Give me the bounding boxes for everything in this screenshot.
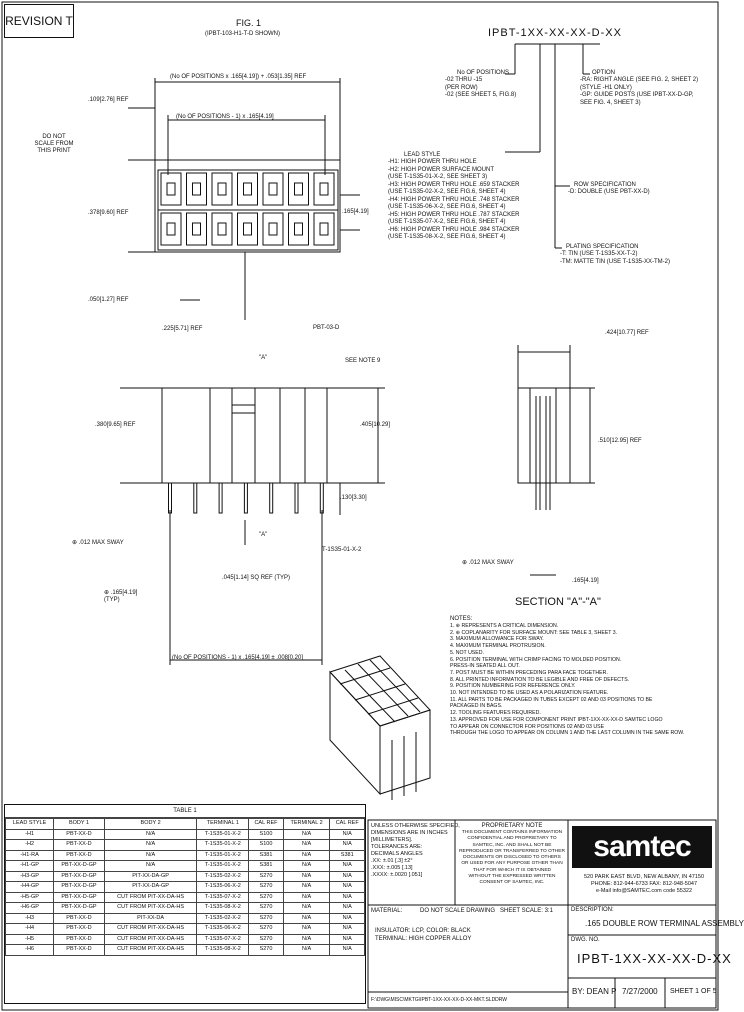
table-cell: S381 [249, 861, 284, 872]
dim-050: .050[1.27] REF [88, 297, 129, 303]
see-note9: SEE NOTE 9 [345, 358, 381, 364]
table-cell: -H3 [6, 913, 54, 924]
positions-line: -02 (SEE SHEET 5, FIG.8) [445, 92, 517, 98]
table-cell: N/A [104, 861, 197, 872]
tolerance-line: DECIMALS ANGLES [371, 851, 423, 857]
table-cell: N/A [283, 913, 330, 924]
callout-head: No OF POSITIONS [457, 70, 510, 76]
tolerance-line: TOLERANCES ARE: [371, 844, 423, 850]
lead-style-line: (USE T-1S35-02-X-2, SEE FIG.6, SHEET 4) [388, 189, 506, 195]
table-cell: T-1S35-07-X-2 [197, 934, 249, 945]
lead-style-line: -H6: HIGH POWER THRU HOLE .984 STACKER [388, 226, 520, 233]
table-cell: PIT-XX-DA [104, 913, 197, 924]
table-cell: N/A [283, 882, 330, 893]
plating-line: -TM: MATTE TIN (USE T-1S35-XX-TM-2) [560, 258, 671, 265]
terminal-slot [269, 183, 277, 195]
proprietary-line: CONSENT OF SAMTEC, INC. [479, 880, 545, 886]
table-cell: -H1-GP [6, 861, 54, 872]
table-cell: N/A [104, 840, 197, 851]
drawing-date: 7/27/2000 [622, 987, 658, 996]
material-head: MATERIAL: [371, 908, 403, 914]
lead-style-line: -H1: HIGH POWER THRU HOLE [388, 159, 477, 165]
table-cell: PBT-XX-D [54, 840, 105, 851]
note-line: THROUGH THE LOGO TO APPEAR ON COLUMN 1 AND THE LAST COLUMN IN THE SAME ROW. [450, 730, 685, 737]
table-cell: N/A [330, 945, 365, 956]
description: .165 DOUBLE ROW TERMINAL ASSEMBLY [585, 919, 744, 928]
table-cell: S270 [249, 871, 284, 882]
table-cell: PBT-XX-D-GP [54, 882, 105, 893]
option-line: SEE FIG. 4, SHEET 3) [580, 99, 641, 106]
terminal-pin [219, 483, 222, 513]
table-cell: PIT-XX-DA-GP [104, 871, 197, 882]
proprietary-line: CONFIDENTIAL AND PROPRIETARY TO [467, 836, 557, 842]
callout-head: LEAD STYLE [404, 152, 441, 158]
note-line: 9. POSITION NUMBERING FOR REFERENCE ONLY. [450, 683, 576, 690]
note-line: 13. APPROVED FOR USE FOR COMPONENT PRINT IPBT-1XX-XX-XX-D SAMTEC LOGO [450, 716, 663, 723]
section-marker-top: "A" [259, 355, 268, 361]
dim-positions-top: (No OF POSITIONS x .165[4.19]) + .053[1.35] REF [170, 74, 307, 80]
row-callout [568, 182, 650, 197]
table-cell: PBT-XX-D [54, 945, 105, 956]
terminal-slot [244, 183, 252, 195]
tolerance-line: .XXXX: ±.0020 [.051] [371, 872, 423, 878]
table-cell: T-1S35-06-X-2 [197, 882, 249, 893]
section-aa-view [518, 345, 595, 575]
note-line: 4. MAXIMUM TERMINAL PROTRUSION. [450, 643, 546, 650]
table-cell: S270 [249, 945, 284, 956]
do-not-scale-drawing: DO NOT SCALE DRAWING [420, 908, 496, 914]
dim-165-typ: ⊕ .165[4.19] (TYP) [104, 590, 138, 603]
terminal-cell [314, 213, 334, 245]
samtec-logo: samtec [572, 826, 712, 868]
table-cell: N/A [283, 861, 330, 872]
terminal-slot [320, 183, 328, 195]
terminal-pin [244, 483, 247, 513]
drawn-by: BY: DEAN P [572, 987, 617, 996]
dwg-label: DWG. NO. [571, 937, 600, 943]
table-row [6, 829, 365, 840]
fig1-front-view [120, 388, 385, 665]
terminal-slot [167, 183, 175, 195]
max-sway-left: ⊕ .012 MAX SWAY [72, 540, 124, 546]
address-line: e-Mail info@SAMTEC.com code 55322 [595, 888, 693, 894]
lead-style-line: (USE T-1S35-01-X-2, SEE SHEET 3) [388, 174, 488, 180]
table-cell: -H4-GP [6, 882, 54, 893]
table-cell: N/A [104, 850, 197, 861]
table-cell: N/A [104, 829, 197, 840]
note-line: 3. MAXIMUM ALLOWANCE FOR SWAY. [450, 636, 544, 643]
table-cell: T-1S35-01-X-2 [197, 829, 249, 840]
table-1-header: TERMINAL 2 [283, 819, 330, 830]
table-row [6, 861, 365, 872]
table-row [6, 871, 365, 882]
table-cell: S270 [249, 934, 284, 945]
sheet-scale: SHEET SCALE: 3:1 [500, 908, 553, 914]
terminal-cell [289, 213, 309, 245]
terminal-cell [263, 173, 283, 205]
dim-380: .380[9.65] REF [95, 422, 136, 428]
table-row [6, 892, 365, 903]
terminal-slot [244, 223, 252, 235]
table-cell: S270 [249, 882, 284, 893]
table-1-grid [5, 818, 365, 956]
terminal-cell [314, 173, 334, 205]
lead-style-line: -H5: HIGH POWER THRU HOLE .787 STACKER [388, 211, 520, 218]
option-line: -GP: GUIDE POSTS (USE IPBT-XX-D-GP, [580, 92, 694, 98]
dim-225: .225[5.71] REF [162, 326, 203, 332]
table-cell: S270 [249, 924, 284, 935]
table-1-header: CAL REF [249, 819, 284, 830]
note-line: 8. ALL PRINTED INFORMATION TO BE LEGIBLE AND FREE OF DEFECTS. [450, 676, 630, 683]
option-callout [580, 70, 698, 107]
do-not-scale-note [26, 134, 82, 155]
table-row [6, 924, 365, 935]
table-cell: N/A [330, 924, 365, 935]
table-cell: T-1S35-01-X-2 [197, 861, 249, 872]
dim-130: .130[3.30] [340, 495, 367, 501]
revision-label: REVISION T [4, 4, 74, 38]
address-line: PHONE: 812-944-6733 FAX: 812-948-5047 [590, 881, 698, 887]
note-line: 10. NOT INTENDED TO BE USED AS A POLARIZATION FEATURE. [450, 690, 609, 697]
table-cell: PBT-XX-D-GP [54, 892, 105, 903]
proprietary-line: THAT FOR WHICH IT IS OBTAINED [473, 867, 551, 873]
note-line: 6. POSITION TERMINAL WITH CRIMP FACING TO MOLDED POSITION. [450, 656, 622, 663]
address-block [574, 874, 714, 895]
table-cell: N/A [330, 840, 365, 851]
table-cell: S270 [249, 903, 284, 914]
terminal-cell [161, 173, 181, 205]
table-cell: CUT FROM PIT-XX-DA-HS [104, 945, 197, 956]
terminal-pin [169, 483, 172, 513]
table-row [6, 945, 365, 956]
note-line: 1. ⊕ REPRESENTS A CRITICAL DIMENSION. [450, 623, 559, 629]
dim-378: .378[9.60] REF [88, 210, 129, 216]
terminal-pin [194, 483, 197, 513]
lead-style-line: -H3: HIGH POWER THRU HOLE .659 STACKER [388, 181, 520, 188]
part-number: IPBT-1XX-XX-XX-D-XX [488, 27, 622, 39]
table-cell: N/A [330, 903, 365, 914]
table-cell: N/A [330, 892, 365, 903]
note-line: 11. ALL PARTS TO BE PACKAGED IN TUBES EXCEPT 02 AND 03 POSITIONS TO BE [450, 696, 653, 703]
lead-style-line: (USE T-1S35-07-X-2, SEE FIG.6, SHEET 4) [388, 219, 506, 225]
positions-line: (PER ROW) [445, 84, 478, 91]
table-cell: N/A [330, 829, 365, 840]
note-line: TO APPEAR ON CONNECTOR FOR POSITIONS 02 AND 03 USE [450, 723, 605, 730]
proprietary-head: PROPRIETARY NOTE [481, 823, 543, 829]
option-line: (STYLE -H1 ONLY) [580, 84, 632, 91]
notes-head: NOTES: [450, 616, 473, 622]
table-row [6, 840, 365, 851]
table-1 [4, 804, 366, 1004]
sheet-number: SHEET 1 OF 5 [670, 988, 717, 995]
table-cell: N/A [283, 924, 330, 935]
dim-510: .510[12.95] REF [598, 438, 642, 444]
proprietary-line: SAMTEC, INC. AND SHALL NOT BE [472, 842, 552, 848]
dim-045: .045[1.14] SQ REF (TYP) [222, 575, 291, 581]
terminal-slot [193, 223, 201, 235]
note-line: PRESS-IN SEATED ALL OUT. [450, 663, 520, 670]
terminal-cell [289, 173, 309, 205]
material-line: INSULATOR: LCP, COLOR: BLACK [375, 928, 471, 934]
table-row [6, 882, 365, 893]
table-cell: S270 [249, 913, 284, 924]
note-line: 7. POST MUST BE WITHIN PRECEDING PARA FACE TOGETHER. [450, 669, 608, 676]
option-line: -RA: RIGHT ANGLE (SEE FIG. 2, SHEET 2) [580, 77, 699, 83]
table-cell: N/A [330, 871, 365, 882]
terminal-slot [218, 223, 226, 235]
terminal-slot [295, 223, 303, 235]
terminal-cell [263, 213, 283, 245]
table-cell: -H1 [6, 829, 54, 840]
table-1-header: BODY 2 [104, 819, 197, 830]
terminal-slot [295, 183, 303, 195]
table-cell: N/A [283, 903, 330, 914]
table-cell: -H4 [6, 924, 54, 935]
do-not-scale-line: DO NOT [42, 134, 66, 140]
table-cell: T-1S35-08-X-2 [197, 945, 249, 956]
positions-callout [445, 70, 516, 100]
table-cell: T-1S35-01-X-2 [197, 850, 249, 861]
proprietary-block [458, 823, 566, 887]
positions-line: -02 THRU -15 [445, 77, 483, 83]
proprietary-line: WITHOUT THE EXPRESSED WRITTEN [468, 874, 556, 880]
table-cell: S381 [249, 850, 284, 861]
table-cell: N/A [283, 829, 330, 840]
table-cell: -H3-GP [6, 871, 54, 882]
tolerance-line: .XX: ±.01 [.3] ±2° [371, 858, 413, 864]
tolerance-line: DIMENSIONS ARE IN INCHES [371, 830, 448, 836]
table-cell: S381 [330, 850, 365, 861]
proprietary-line: OR USED FOR ANY PURPOSE OTHER THAN [461, 861, 563, 867]
tolerance-block [371, 823, 460, 879]
table-cell: T-1S35-02-X-2 [197, 871, 249, 882]
table-1-header: TERMINAL 1 [197, 819, 249, 830]
material-line: TERMINAL: HIGH COPPER ALLOY [375, 935, 472, 942]
lead-style-line: (USE T-1S35-08-X-2, SEE FIG.6, SHEET 4) [388, 234, 506, 240]
callout-head: PLATING SPECIFICATION [566, 244, 639, 250]
fig1-title: FIG. 1 [236, 18, 262, 28]
table-cell: T-1S35-06-X-2 [197, 924, 249, 935]
dim-165: .165[4.19] [342, 209, 369, 215]
table-cell: PBT-XX-D [54, 850, 105, 861]
table-row [6, 850, 365, 861]
table-cell: -H1-RA [6, 850, 54, 861]
table-cell: PBT-XX-D [54, 934, 105, 945]
terminal-slot [193, 183, 201, 195]
table-cell: -H5 [6, 934, 54, 945]
terminal-pin [270, 483, 273, 513]
plating-callout [560, 244, 670, 266]
table-cell: T-1S35-08-X-2 [197, 903, 249, 914]
terminal-slot [320, 223, 328, 235]
terminal-cell [161, 213, 181, 245]
callout-head: OPTION [592, 70, 616, 76]
table-cell: N/A [283, 892, 330, 903]
table-cell: CUT FROM PIT-XX-DA-HS [104, 924, 197, 935]
note-line: 12. TOOLING FEATURES REQUIRED. [450, 710, 541, 717]
tolerance-line: UNLESS OTHERWISE SPECIFIED, [371, 823, 460, 829]
table-cell: CUT FROM PIT-XX-DA-HS [104, 892, 197, 903]
lead-style-line: (USE T-1S35-06-X-2, SEE FIG.6, SHEET 4) [388, 204, 506, 210]
section-marker-bottom: "A" [259, 532, 268, 538]
table-cell: N/A [283, 945, 330, 956]
dim-405: .405[10.29] [360, 422, 391, 428]
note-line: 2. ⊕ COPLANARITY FOR SURFACE MOUNT: SEE TABLE 3, SHEET 3. [450, 629, 618, 636]
dwg-number: IPBT-1XX-XX-XX-D-XX [577, 951, 732, 966]
table-row [6, 913, 365, 924]
table-cell: N/A [283, 871, 330, 882]
table-cell: PIT-XX-DA-GP [104, 882, 197, 893]
terminal-cell [238, 173, 258, 205]
table-cell: N/A [283, 934, 330, 945]
terminal-cell [187, 213, 207, 245]
table-cell: PBT-XX-D-GP [54, 871, 105, 882]
dim-424: .424[10.77] REF [605, 330, 649, 336]
table-row [6, 903, 365, 914]
table-cell: PBT-XX-D [54, 829, 105, 840]
terminal-pin [320, 483, 323, 513]
table-cell: N/A [330, 882, 365, 893]
proprietary-line: DOCUMENTS OR DISCLOSED TO OTHERS [463, 855, 561, 861]
lead-style-line: -H4: HIGH POWER THRU HOLE .748 STACKER [388, 196, 520, 203]
table-cell: PBT-XX-D [54, 913, 105, 924]
terminal-cell [187, 173, 207, 205]
dim-positions-bottom: (No OF POSITIONS - 1) x .165[4.19] ± .008[0.20] [172, 655, 304, 661]
tolerance-line: [MILLIMETERS]. [371, 837, 413, 843]
note-line: PACKAGED IN BAGS. [450, 703, 503, 710]
table-cell: -H6 [6, 945, 54, 956]
dim-positions-minus1: (No OF POSITIONS - 1) x .165[4.19] [176, 114, 274, 120]
description-head: DESCRIPTION: [571, 907, 614, 913]
dim-165-right: .165[4.19] [572, 578, 599, 584]
tolerance-line: .XXX: ±.005 [.13] [371, 865, 413, 871]
table-cell: S100 [249, 829, 284, 840]
terminal-slot [218, 183, 226, 195]
dim-109: .109[2.76] REF [88, 97, 129, 103]
table-cell: S100 [249, 840, 284, 851]
proprietary-line: THIS DOCUMENT CONTAINS INFORMATION [461, 830, 563, 835]
table-cell: T-1S35-01-X-2 [197, 840, 249, 851]
table-1-header: CAL REF [330, 819, 365, 830]
table-cell: N/A [283, 850, 330, 861]
terminal-cell [212, 213, 232, 245]
table-cell: CUT FROM PIT-XX-DA-HS [104, 903, 197, 914]
proprietary-line: REPRODUCED OR TRANSFERRED TO OTHER [459, 848, 565, 854]
table-cell: N/A [330, 934, 365, 945]
table-cell: N/A [283, 840, 330, 851]
terminal-code: T-1S35-01-X-2 [322, 547, 362, 553]
note-line: 5. NOT USED. [450, 649, 484, 656]
table-cell: N/A [330, 861, 365, 872]
terminal-cell [238, 213, 258, 245]
table-1-header: BODY 1 [54, 819, 105, 830]
table-cell: PBT-XX-D [54, 924, 105, 935]
table-cell: -H2 [6, 840, 54, 851]
table-cell: PBT-XX-D-GP [54, 903, 105, 914]
table-cell: CUT FROM PIT-XX-DA-HS [104, 934, 197, 945]
table-cell: -H6-GP [6, 903, 54, 914]
file-path: F:\DWG\MISC\MKTG\IPBT-1XX-XX-XX-D-XX-MKT.SLDDRW [371, 997, 508, 1003]
terminal-slot [167, 223, 175, 235]
section-label: SECTION "A"-"A" [515, 596, 601, 608]
table-cell: PBT-XX-D-GP [54, 861, 105, 872]
max-sway-right: ⊕ .012 MAX SWAY [462, 560, 514, 566]
isometric-view [330, 656, 430, 800]
table-cell: T-1S35-07-X-2 [197, 892, 249, 903]
lead-style-line: -H2: HIGH POWER SURFACE MOUNT [388, 166, 495, 173]
table-cell: S270 [249, 892, 284, 903]
table-cell: -H5-GP [6, 892, 54, 903]
table-1-title: TABLE 1 [5, 805, 365, 818]
notes-block [450, 616, 715, 737]
callout-head: ROW SPECIFICATION [574, 182, 636, 188]
lead-style-callout [388, 152, 519, 242]
terminal-cell [212, 173, 232, 205]
plating-line: -T: TIN (USE T-1S35-XX-T-2) [560, 251, 638, 257]
address-line: 520 PARK EAST BLVD, NEW ALBANY, IN 47150 [583, 874, 705, 880]
terminal-pin [295, 483, 298, 513]
pbt-label: PBT-03-D [313, 325, 340, 331]
row-line: -D: DOUBLE (USE PBT-XX-D) [568, 189, 650, 195]
table-row [6, 934, 365, 945]
table-cell: T-1S35-02-X-2 [197, 913, 249, 924]
do-not-scale-line: SCALE FROM [34, 141, 74, 147]
terminal-slot [269, 223, 277, 235]
table-1-header: LEAD STYLE [6, 819, 54, 830]
material-lines [375, 928, 471, 943]
fig1-subtitle: (IPBT-103-H1-T-D SHOWN) [205, 31, 281, 37]
do-not-scale-line: THIS PRINT [37, 148, 71, 154]
table-cell: N/A [330, 913, 365, 924]
